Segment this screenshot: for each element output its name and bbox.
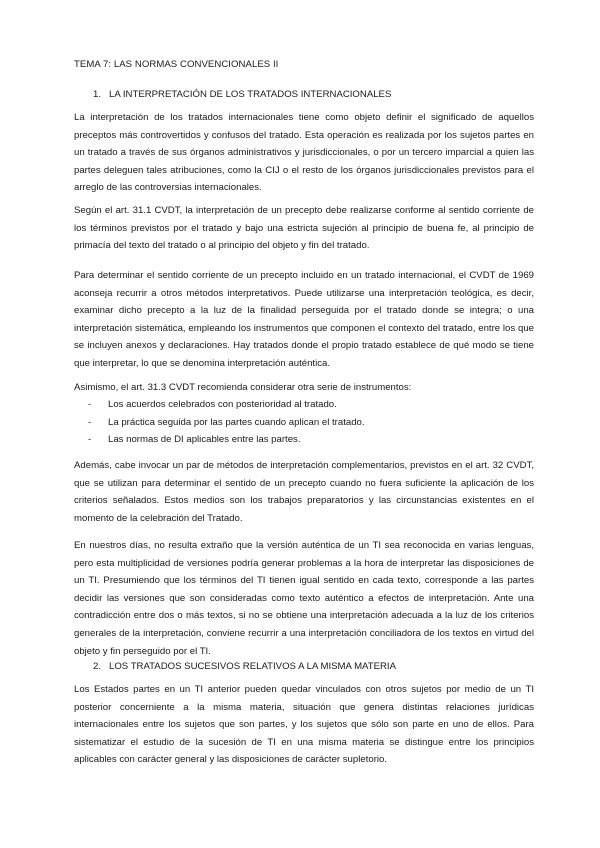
list-dash: -	[88, 399, 92, 410]
section-heading-2	[93, 661, 396, 672]
list-dash: -	[88, 416, 92, 428]
list-item: - Las normas de DI aplicables entre las partes.	[88, 431, 365, 449]
list-dash: -	[88, 434, 92, 446]
paragraph-complementary-methods: Además, cabe invocar un par de métodos de interpretación complementarios, previstos en el art. 32 CVDT, que se utilizan para determinar el sentido de un precepto cuando no fuera suficiente la aplicación de los criterios señalados. Estos medios son los trabajos preparatorios y las circunstancias existentes en el momento de la celebración del Tratado.	[74, 460, 534, 524]
section-number: 2.	[93, 661, 102, 672]
section-heading-1	[93, 89, 391, 100]
list-item: - La práctica seguida por las partes cuando aplican el tratado.	[88, 414, 365, 432]
paragraph-interpretive-methods: Para determinar el sentido corriente de un precepto incluido en un tratado internacional, el CVDT de 1969 aconseja recurrir a otros métodos interpretativos. Puede utilizarse una interpretación teológica, es decir, examinar dicho precepto a la luz de la finalidad perseguida por el tratado donde se integra; o una interpretación sistemática, empleando los instrumentos que componen el contexto del tratado, entre los que se incluyen anexos y declaraciones. Hay tratados donde el propio tratado establece de qué modo se tiene que interpretar, lo que se denomina interpretación auténtica.	[74, 270, 534, 369]
paragraph-language-versions: En nuestros días, no resulta extraño que la versión auténtica de un TI sea reconocida en varias lenguas, pero esta multiplicidad de versiones podría generar problemas a la hora de interpretar las disposiciones de un TI. Presumiendo que los términos del TI tienen igual sentido en cada texto, corresponde a las partes decidir las versiones que son consideradas como texto auténtico a efectos de interpretación. Ante una contradicción entre dos o más textos, si no se obtiene una interpretación adecuada a la luz de los criterios generales de la interpretación, conviene recurrir a una interpretación conciliadora de los textos en virtud del objeto y fin perseguido por el TI.	[74, 540, 534, 657]
paragraph-interpretation-purpose: La interpretación de los tratados internacionales tiene como objeto definir el significado de aquellos preceptos más controvertidos y confusos del tratado. Esta operación es realizada por los sujetos partes en un tratado a través de sus órganos administrativos y jurisdiccionales, o por un tercero imparcial a quien las partes deleguen tales atribuciones, como la CIJ o el resto de los órganos jurisdiccionales previstos para el arreglo de las controversias internacionales.	[74, 112, 534, 194]
section-number: 1.	[93, 89, 102, 100]
section-title: LA INTERPRETACIÓN DE LOS TRATADOS INTERNACIONALES	[109, 89, 392, 100]
instrument-list	[88, 396, 365, 449]
section-title: LOS TRATADOS SUCESIVOS RELATIVOS A LA MISMA MATERIA	[109, 661, 396, 672]
paragraph-art-31-1: Según el art. 31.1 CVDT, la interpretación de un precepto debe realizarse conforme al sentido corriente de los términos previstos por el tratado y bajo una estricta sujeción al principio de buena fe, al principio de primacía del texto del tratado o al principio del objeto y fin del tratado.	[74, 205, 534, 252]
paragraph-art-31-3: Asimismo, el art. 31.3 CVDT recomienda considerar otra serie de instrumentos:	[74, 382, 412, 393]
paragraph-successive-treaties: Los Estados partes en un TI anterior pueden quedar vinculados con otros sujetos por medio de un TI posterior concerniente a la misma materia, situación que genera distintas relaciones jurídicas internacionales entre los sujetos que son partes, y los sujetos que sólo son parte en uno de ellos. Para sistematizar el estudio de la sucesión de TI en una misma materia se distingue entre los principios aplicables con carácter general y las disposiciones de carácter supletorio.	[74, 684, 534, 766]
list-item: - Los acuerdos celebrados con posterioridad al tratado.	[88, 396, 365, 414]
topic-title: TEMA 7: LAS NORMAS CONVENCIONALES II	[74, 59, 279, 70]
